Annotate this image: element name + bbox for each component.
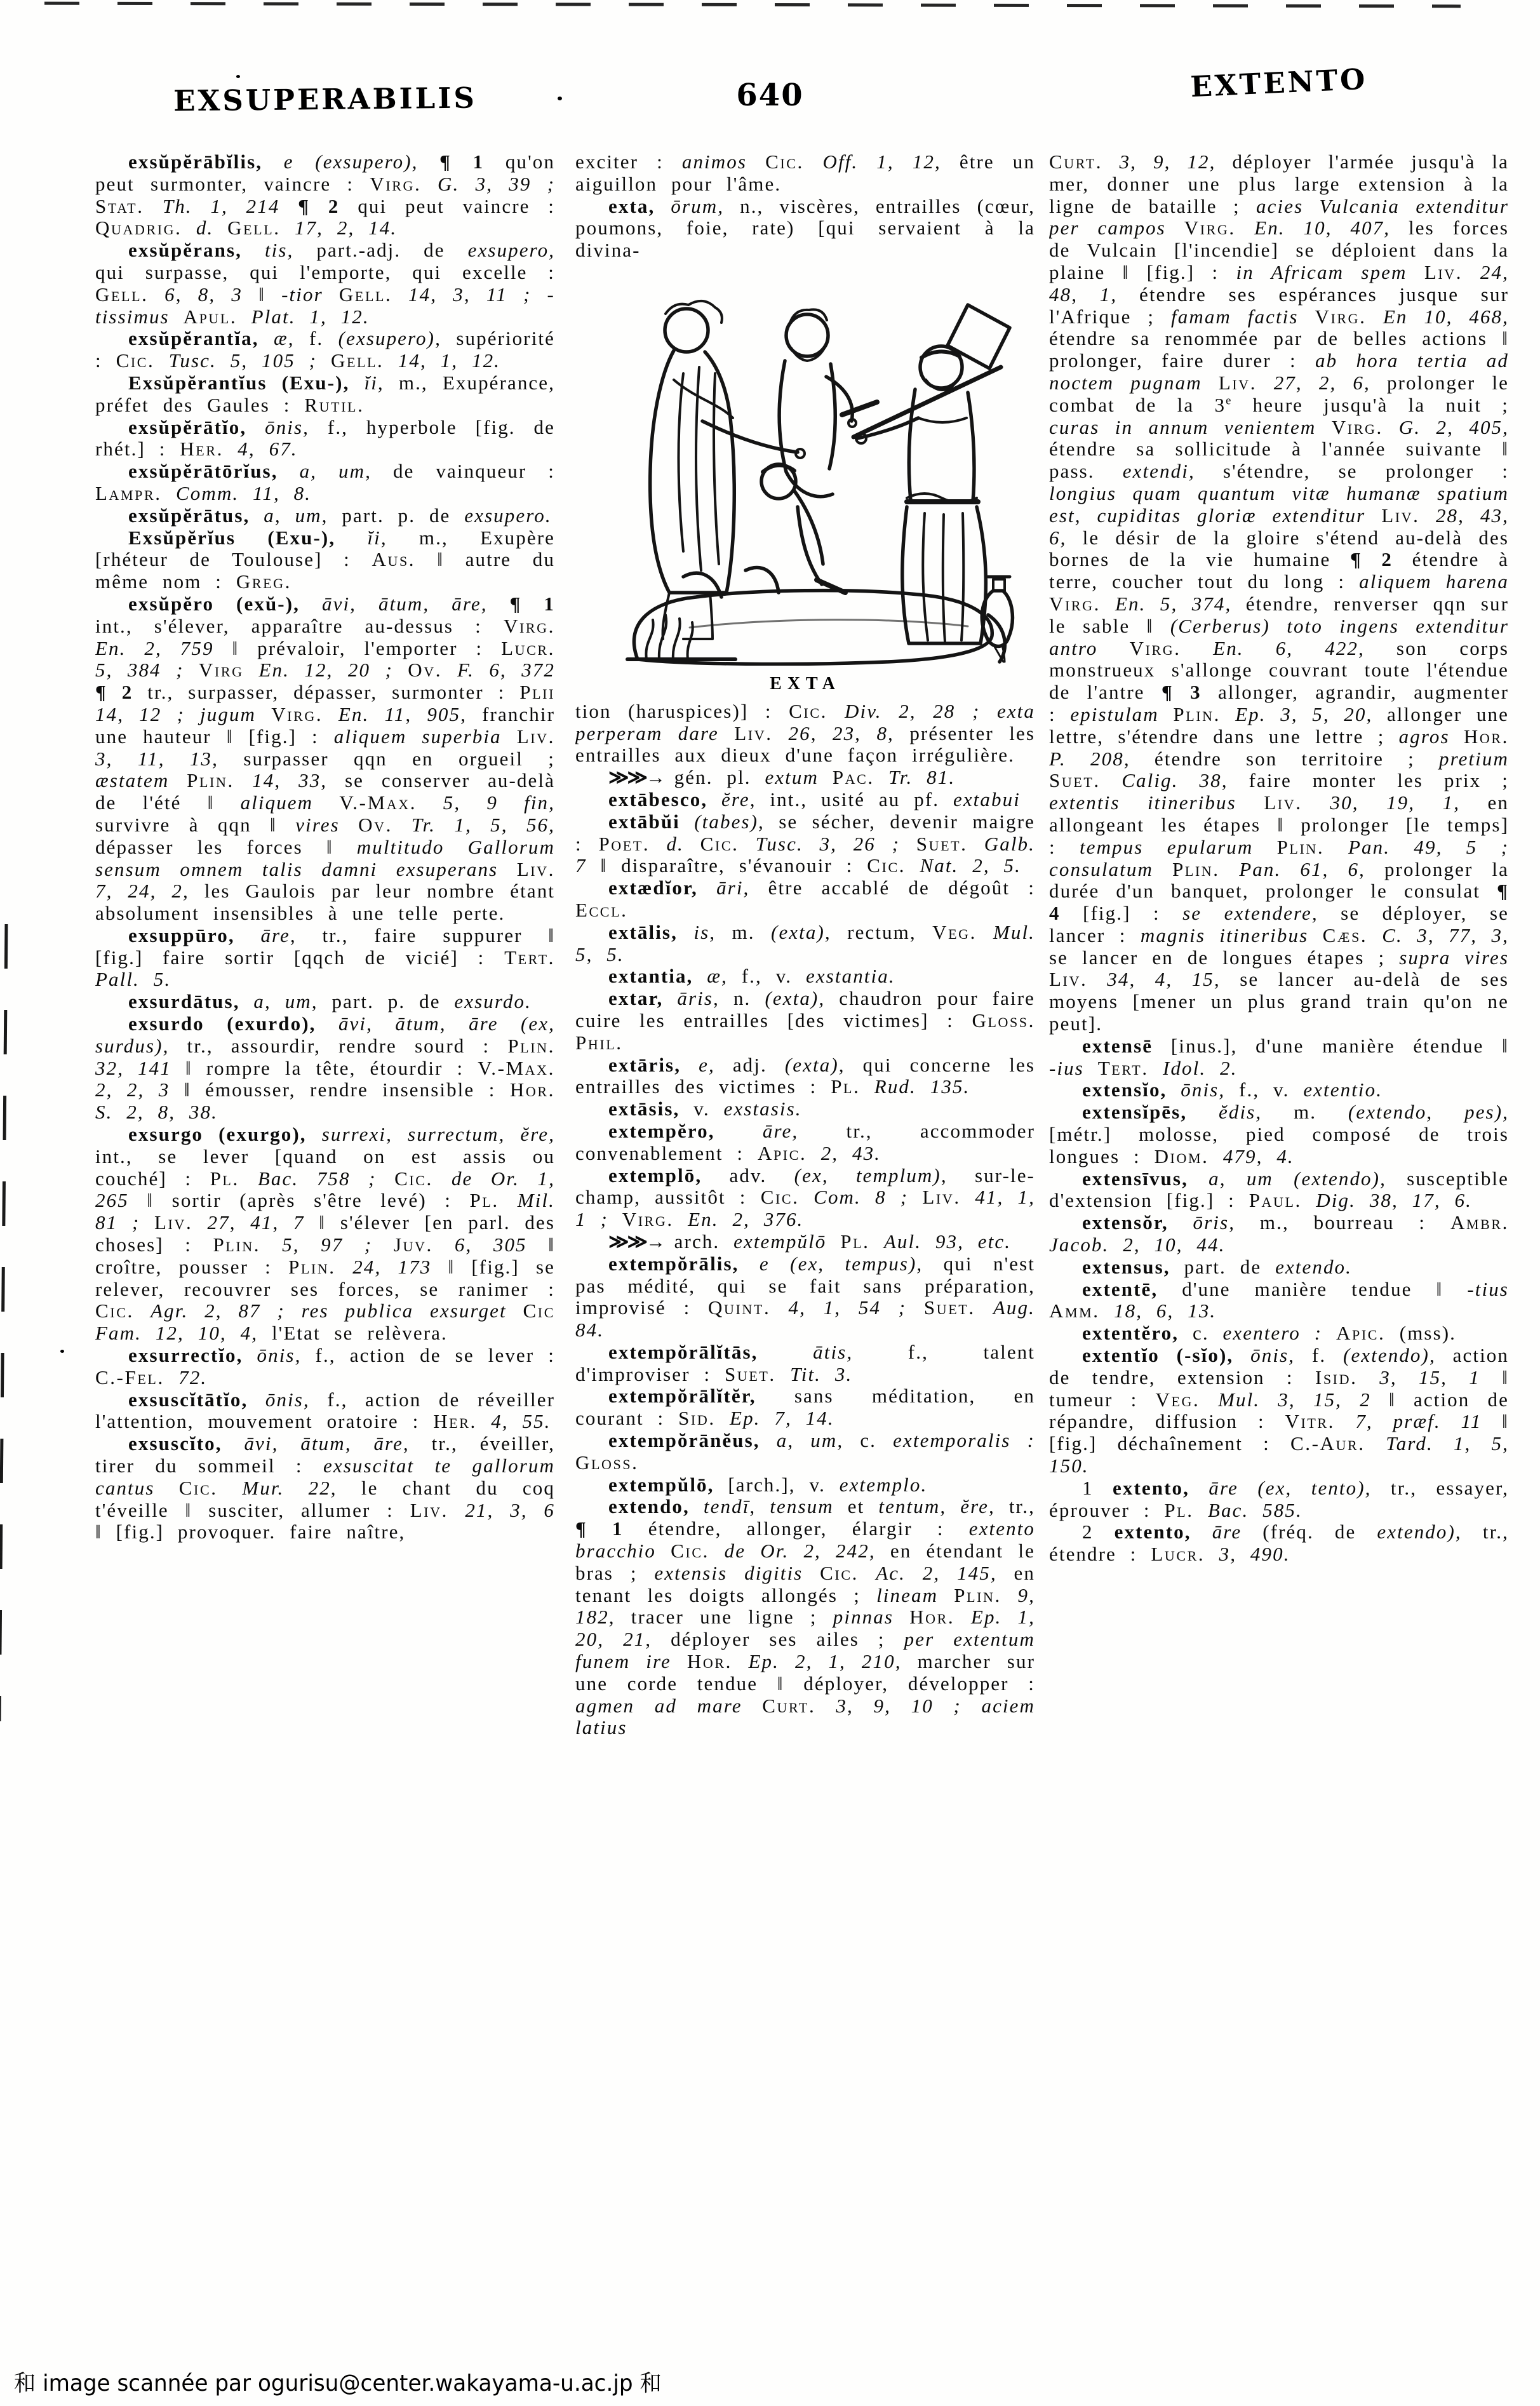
dictionary-entry-paragraph: exsurrectĭo, ōnis, f., action de se lever : C.-Fel. 72. — [95, 1344, 555, 1388]
dictionary-entry-paragraph: tion (haruspices)] : Cic. Div. 2, 28 ; exta perperam dare Liv. 26, 23, 8, présenter les entrailles aux dieux d'une façon irrégulière. — [575, 699, 1035, 767]
column-center-bottom-text — [575, 701, 1035, 1739]
dictionary-entry-paragraph: extensē [inus.], d'une manière étendue ‖ -ius Tert. Idol. 2. — [1049, 1034, 1509, 1079]
dictionary-entry-paragraph: extābŭi (tabes), se sécher, devenir maigre : Poet. d. Cic. Tusc. 3, 26 ; Suet. Galb. 7 ‖ disparaître, s'évanouir : Cic. Nat. 2, 5. — [575, 810, 1035, 877]
exta-engraving-illustration — [588, 272, 1022, 666]
dictionary-entry-paragraph: extempŭlō, [arch.], v. extemplo. — [608, 1473, 928, 1496]
dictionary-entry-paragraph: extensīvus, a, um (extendo), susceptible d'extension [fig.] : Paul. Dig. 38, 17, 6. — [1049, 1167, 1509, 1212]
dictionary-entry-paragraph: exsuscĭtātĭo, ōnis, f., action de réveiller l'attention, mouvement oratoire : Her. 4, 55. — [95, 1388, 555, 1433]
dictionary-entry-paragraph: extemplō, adv. (ex, templum), sur-le-champ, aussitôt : Cic. Com. 8 ; Liv. 41, 1, 1 ; Virg. En. 2, 376. — [575, 1164, 1035, 1231]
dictionary-entry-paragraph: extempŏrālis, e (ex, tempus), qui n'est pas médité, qui se fait sans préparation, improvisé : Quint. 4, 1, 54 ; Suet. Aug. 84. — [575, 1252, 1035, 1341]
dictionary-entry-paragraph: exsuscĭto, āvi, ātum, āre, tr., éveiller, tirer du sommeil : exsuscitat te gallorum cantus Cic. Mur. 22, le chant du coq t'éveille ‖ susciter, allumer : Liv. 21, 3, 6 ‖ [fig.] provoquer. faire naître, — [95, 1432, 555, 1543]
dictionary-entry-paragraph: exsurdo (exurdo), āvi, ātum, āre (ex, surdus), tr., assourdir, rendre sourd : Plin. 32, 141 ‖ rompre la tête, étourdir : V.-Max. 2, 2, 3 ‖ émousser, rendre insensible : Hor. S. 2, 8, 38. — [95, 1012, 555, 1124]
dictionary-entry-paragraph: exsuppūro, āre, tr., faire suppurer ‖ [fig.] faire sortir [qqch de vicié] : Tert. Pall. 5. — [95, 924, 555, 991]
column-right — [1049, 151, 1509, 2355]
dictionary-entry-paragraph: extempĕro, āre, tr., accommoder convenablement : Apic. 2, 43. — [575, 1119, 1035, 1164]
running-head-left: EXSUPERABILIS — [173, 81, 478, 118]
dictionary-entry-paragraph: extensĭpēs, ĕdis, m. (extendo, pes), [métr.] molosse, pied composé de trois longues : Diom. 479, 4. — [1049, 1101, 1509, 1167]
dictionary-entry-paragraph: exsŭpĕrābĭlis, e (exsupero), ¶ 1 qu'on peut surmonter, vaincre : Virg. G. 3, 39 ; Stat. Th. 1, 214 ¶ 2 qui peut vaincre : Quadrig. d. Gell. 17, 2, 14. — [95, 151, 555, 239]
dictionary-entry-paragraph: extædĭor, āri, être accablé de dégoût : Eccl. — [575, 877, 1035, 921]
figure-caption: EXTA — [770, 673, 841, 694]
dictionary-entry-paragraph: exsŭpĕrātĭo, ōnis, f., hyperbole [fig. de rhét.] : Her. 4, 67. — [95, 415, 555, 460]
dictionary-entry-paragraph: extentĭo (-sĭo), ōnis, f. (extendo), action de tendre, extension : Isid. 3, 15, 1 ‖ tumeur : Veg. Mul. 3, 15, 2 ‖ action de répandre, diffusion : Vitr. 7, præf. 11 ‖ [fig.] déchaînement : C.-Aur. Tard. 1, 5, 150. — [1049, 1344, 1509, 1477]
dictionary-entry-paragraph: extendo, tendī, tensum et tentum, ĕre, tr., ¶ 1 étendre, allonger, élargir : extento bracchio Cic. de Or. 2, 242, en étendant le bras ; extensis digitis Cic. Ac. 2, 145, en tenant les doigts allongés ; lineam Plin. 9, 182, tracer une ligne ; pinnas Hor. Ep. 1, 20, 21, déployer ses ailes ; per extentum funem ire Hor. Ep. 2, 1, 210, marcher sur une corde tendue ‖ déployer, développer : agmen ad mare Curt. 3, 9, 10 ; aciem latius — [575, 1495, 1035, 1739]
dictionary-entry-paragraph: extāsis, v. exstasis. — [608, 1098, 802, 1120]
scan-artifact-left-line — [0, 924, 8, 1721]
scan-artifact-top-edge — [44, 2, 1461, 8]
dictionary-entry-paragraph: extāris, e, adj. (exta), qui concerne les entrailles des victimes : Pl. Rud. 135. — [575, 1053, 1035, 1098]
dictionary-entry-paragraph: Curt. 3, 9, 12, déployer l'armée jusqu'à la mer, donner une plus large extension à la ligne de bataille ; acies Vulcania extenditur per campos Virg. En. 10, 407, les forces de Vulcain [l'incendie] se déploient dans la plaine ‖ [fig.] : in Africam spem Liv. 24, 48, 1, étendre ses espérances jusque sur l'Afrique ; famam factis Virg. En 10, 468, étendre sa renommée par de belles actions ‖ prolonger, faire durer : ab hora tertia ad noctem pugnam Liv. 27, 2, 6, prolonger le combat de la 3e heure jusqu'à la nuit ; curas in annum venientem Virg. G. 2, 405, étendre sa sollicitude à l'année suivante ‖ pass. extendi, s'étendre, se prolonger : longius quam quantum vitæ humanæ spatium est, cupiditas gloriæ extenditur Liv. 28, 43, 6, le désir de la gloire s'étend au-delà des bornes de la vie humaine ¶ 2 étendre à terre, coucher tout du long : aliquem harena Virg. En. 5, 374, étendre, renverser qqn sur le sable ‖ (Cerberus) toto ingens extenditur antro Virg. En. 6, 422, son corps monstrueux s'allonge couvrant toute l'étendue de l'antre ¶ 3 allonger, agrandir, augmenter : epistulam Plin. Ep. 3, 5, 20, allonger une lettre, s'étendre dans une lettre ; agros Hor. P. 208, étendre son territoire ; pretium Suet. Calig. 38, faire monter les prix ; extentis itineribus Liv. 30, 19, 1, en allongeant les étapes ‖ prolonger [le temps] : tempus epularum Plin. Pan. 49, 5 ; consulatum Plin. Pan. 61, 6, prolonger la durée d'un banquet, prolonger le consulat ¶ 4 [fig.] : se extendere, se déployer, se lancer : magnis itineribus Cæs. C. 3, 77, 3, se lancer en de longues étapes ; supra vires Liv. 34, 4, 15, se lancer au-delà de ses moyens [mener un plus grand train qu'on ne peut]. — [1049, 151, 1509, 1035]
dictionary-entry-paragraph: exsurdātus, a, um, part. p. de exsurdo. — [128, 990, 532, 1013]
running-head-right: EXTENTO — [1189, 62, 1369, 104]
column-center — [575, 151, 1035, 2355]
dictionary-entry-paragraph: extentē, d'une manière tendue ‖ -tius Amm. 18, 6, 13. — [1049, 1277, 1509, 1322]
dictionary-entry-paragraph: extābesco, ĕre, int., usité au pf. extabui — [608, 788, 1021, 810]
dictionary-entry-paragraph: Exsŭpĕrantĭus (Exu-), ĭi, m., Exupérance, préfet des Gaules : Rutil. — [95, 371, 555, 416]
dictionary-entry-paragraph: extempŏrānĕus, a, um, c. extemporalis : Gloss. — [575, 1429, 1035, 1474]
dictionary-entry-paragraph: exta, ōrum, n., viscères, entrailles (cœur, poumons, foie, rate) [qui servaient à la divina- — [575, 194, 1035, 262]
scan-artifact-speck — [60, 1350, 64, 1353]
dictionary-entry-paragraph: exciter : animos Cic. Off. 1, 12, être un aiguillon pour l'âme. — [575, 151, 1035, 195]
dictionary-entry-paragraph: exsŭpĕrātus, a, um, part. p. de exsupero. — [128, 504, 552, 527]
dictionary-entry-paragraph: exsurgo (exurgo), surrexi, surrectum, ĕre, int., se lever [quand on est assis ou couché] : Pl. Bac. 758 ; Cic. de Or. 1, 265 ‖ sortir (après s'être levé) : Pl. Mil. 81 ; Liv. 27, 41, 7 ‖ s'élever [en parl. des choses] : Plin. 5, 97 ; Juv. 6, 305 ‖ croître, pousser : Plin. 24, 173 ‖ [fig.] se relever, recouvrer ses forces, se ranimer : Cic. Agr. 2, 87 ; res publica exsurget Cic Fam. 12, 10, 4, l'Etat se relèvera. — [95, 1123, 555, 1345]
dictionary-entry-paragraph: ≫≫→ gén. pl. extum Pac. Tr. 81. — [608, 766, 956, 789]
dictionary-entry-paragraph: 1 extento, āre (ex, tento), tr., essayer, éprouver : Pl. Bac. 585. — [1049, 1476, 1509, 1521]
exta-figure — [575, 272, 1035, 696]
dictionary-entry-paragraph: exsŭpĕro (exŭ-), āvi, ātum, āre, ¶ 1 int., s'élever, apparaître au-dessus : Virg. En. 2, 759 ‖ prévaloir, l'emporter : Lucr. 5, 384 ; Virg En. 12, 20 ; Ov. F. 6, 372 ¶ 2 tr., surpasser, dépasser, surmonter : Plii 14, 12 ; jugum Virg. En. 11, 905, franchir une hauteur ‖ [fig.] : aliquem superbia Liv. 3, 11, 13, surpasser qqn en orgueil ; æstatem Plin. 14, 33, se conserver au-delà de l'été ‖ aliquem V.-Max. 5, 9 fin, survivre à qqn ‖ vires Ov. Tr. 1, 5, 56, dépasser les forces ‖ multitudo Gallorum sensum omnem talis damni exsuperans Liv. 7, 24, 2, les Gaulois par leur nombre étant absolument insensibles à une telle perte. — [95, 592, 555, 925]
column-center-top-text — [575, 151, 1035, 262]
dictionary-entry-paragraph: exsŭpĕrans, tis, part.-adj. de exsupero, qui surpasse, qui l'emporte, qui excelle : Gell. 6, 8, 3 ‖ -tior Gell. 14, 3, 11 ; -tissimus Apul. Plat. 1, 12. — [95, 239, 555, 328]
page-number: 640 — [736, 77, 804, 113]
dictionary-entry-paragraph: extempŏrālĭtās, ātis, f., talent d'improviser : Suet. Tit. 3. — [575, 1340, 1035, 1385]
dictionary-entry-paragraph: exsŭpĕrantĭa, æ, f. (exsupero), supériorité : Cic. Tusc. 5, 105 ; Gell. 14, 1, 12. — [95, 327, 555, 372]
column-left — [95, 151, 555, 2355]
dictionary-entry-paragraph: extentĕro, c. exentero : Apic. (mss). — [1082, 1322, 1457, 1345]
dictionary-entry-paragraph: extantia, æ, f., v. exstantia. — [608, 965, 895, 988]
dictionary-entry-paragraph: Exsŭpĕrĭus (Exu-), ĭi, m., Exupère [rhéteur de Toulouse] : Aus. ‖ autre du même nom : Greg. — [95, 526, 555, 593]
dictionary-entry-paragraph: extensus, part. de extendo. — [1082, 1255, 1353, 1278]
dictionary-entry-paragraph: extar, āris, n. (exta), chaudron pour faire cuire les entrailles [des victimes] : Gloss. Phil. — [575, 987, 1035, 1054]
dictionary-entry-paragraph: extempŏrālĭtĕr, sans méditation, en courant : Sid. Ep. 7, 14. — [575, 1385, 1035, 1430]
dictionary-entry-paragraph: ≫≫→ arch. extempŭlō Pl. Aul. 93, etc. — [608, 1230, 1012, 1253]
dictionary-entry-paragraph: extālis, is, m. (exta), rectum, Veg. Mul. 5, 5. — [575, 920, 1035, 965]
dictionary-entry-paragraph: exsŭpĕrātōrĭus, a, um, de vainqueur : Lampr. Comm. 11, 8. — [95, 460, 555, 504]
dictionary-entry-paragraph: extensŏr, ōris, m., bourreau : Ambr. Jacob. 2, 10, 44. — [1049, 1211, 1509, 1256]
scan-credit-line: 和 image scannée par ogurisu@center.wakayama-u.ac.jp 和 — [14, 2370, 662, 2396]
dictionary-entry-paragraph: 2 extento, āre (fréq. de extendo), tr., étendre : Lucr. 3, 490. — [1049, 1521, 1509, 1566]
dictionary-entry-paragraph: extensĭo, ōnis, f., v. extentio. — [1082, 1079, 1383, 1101]
